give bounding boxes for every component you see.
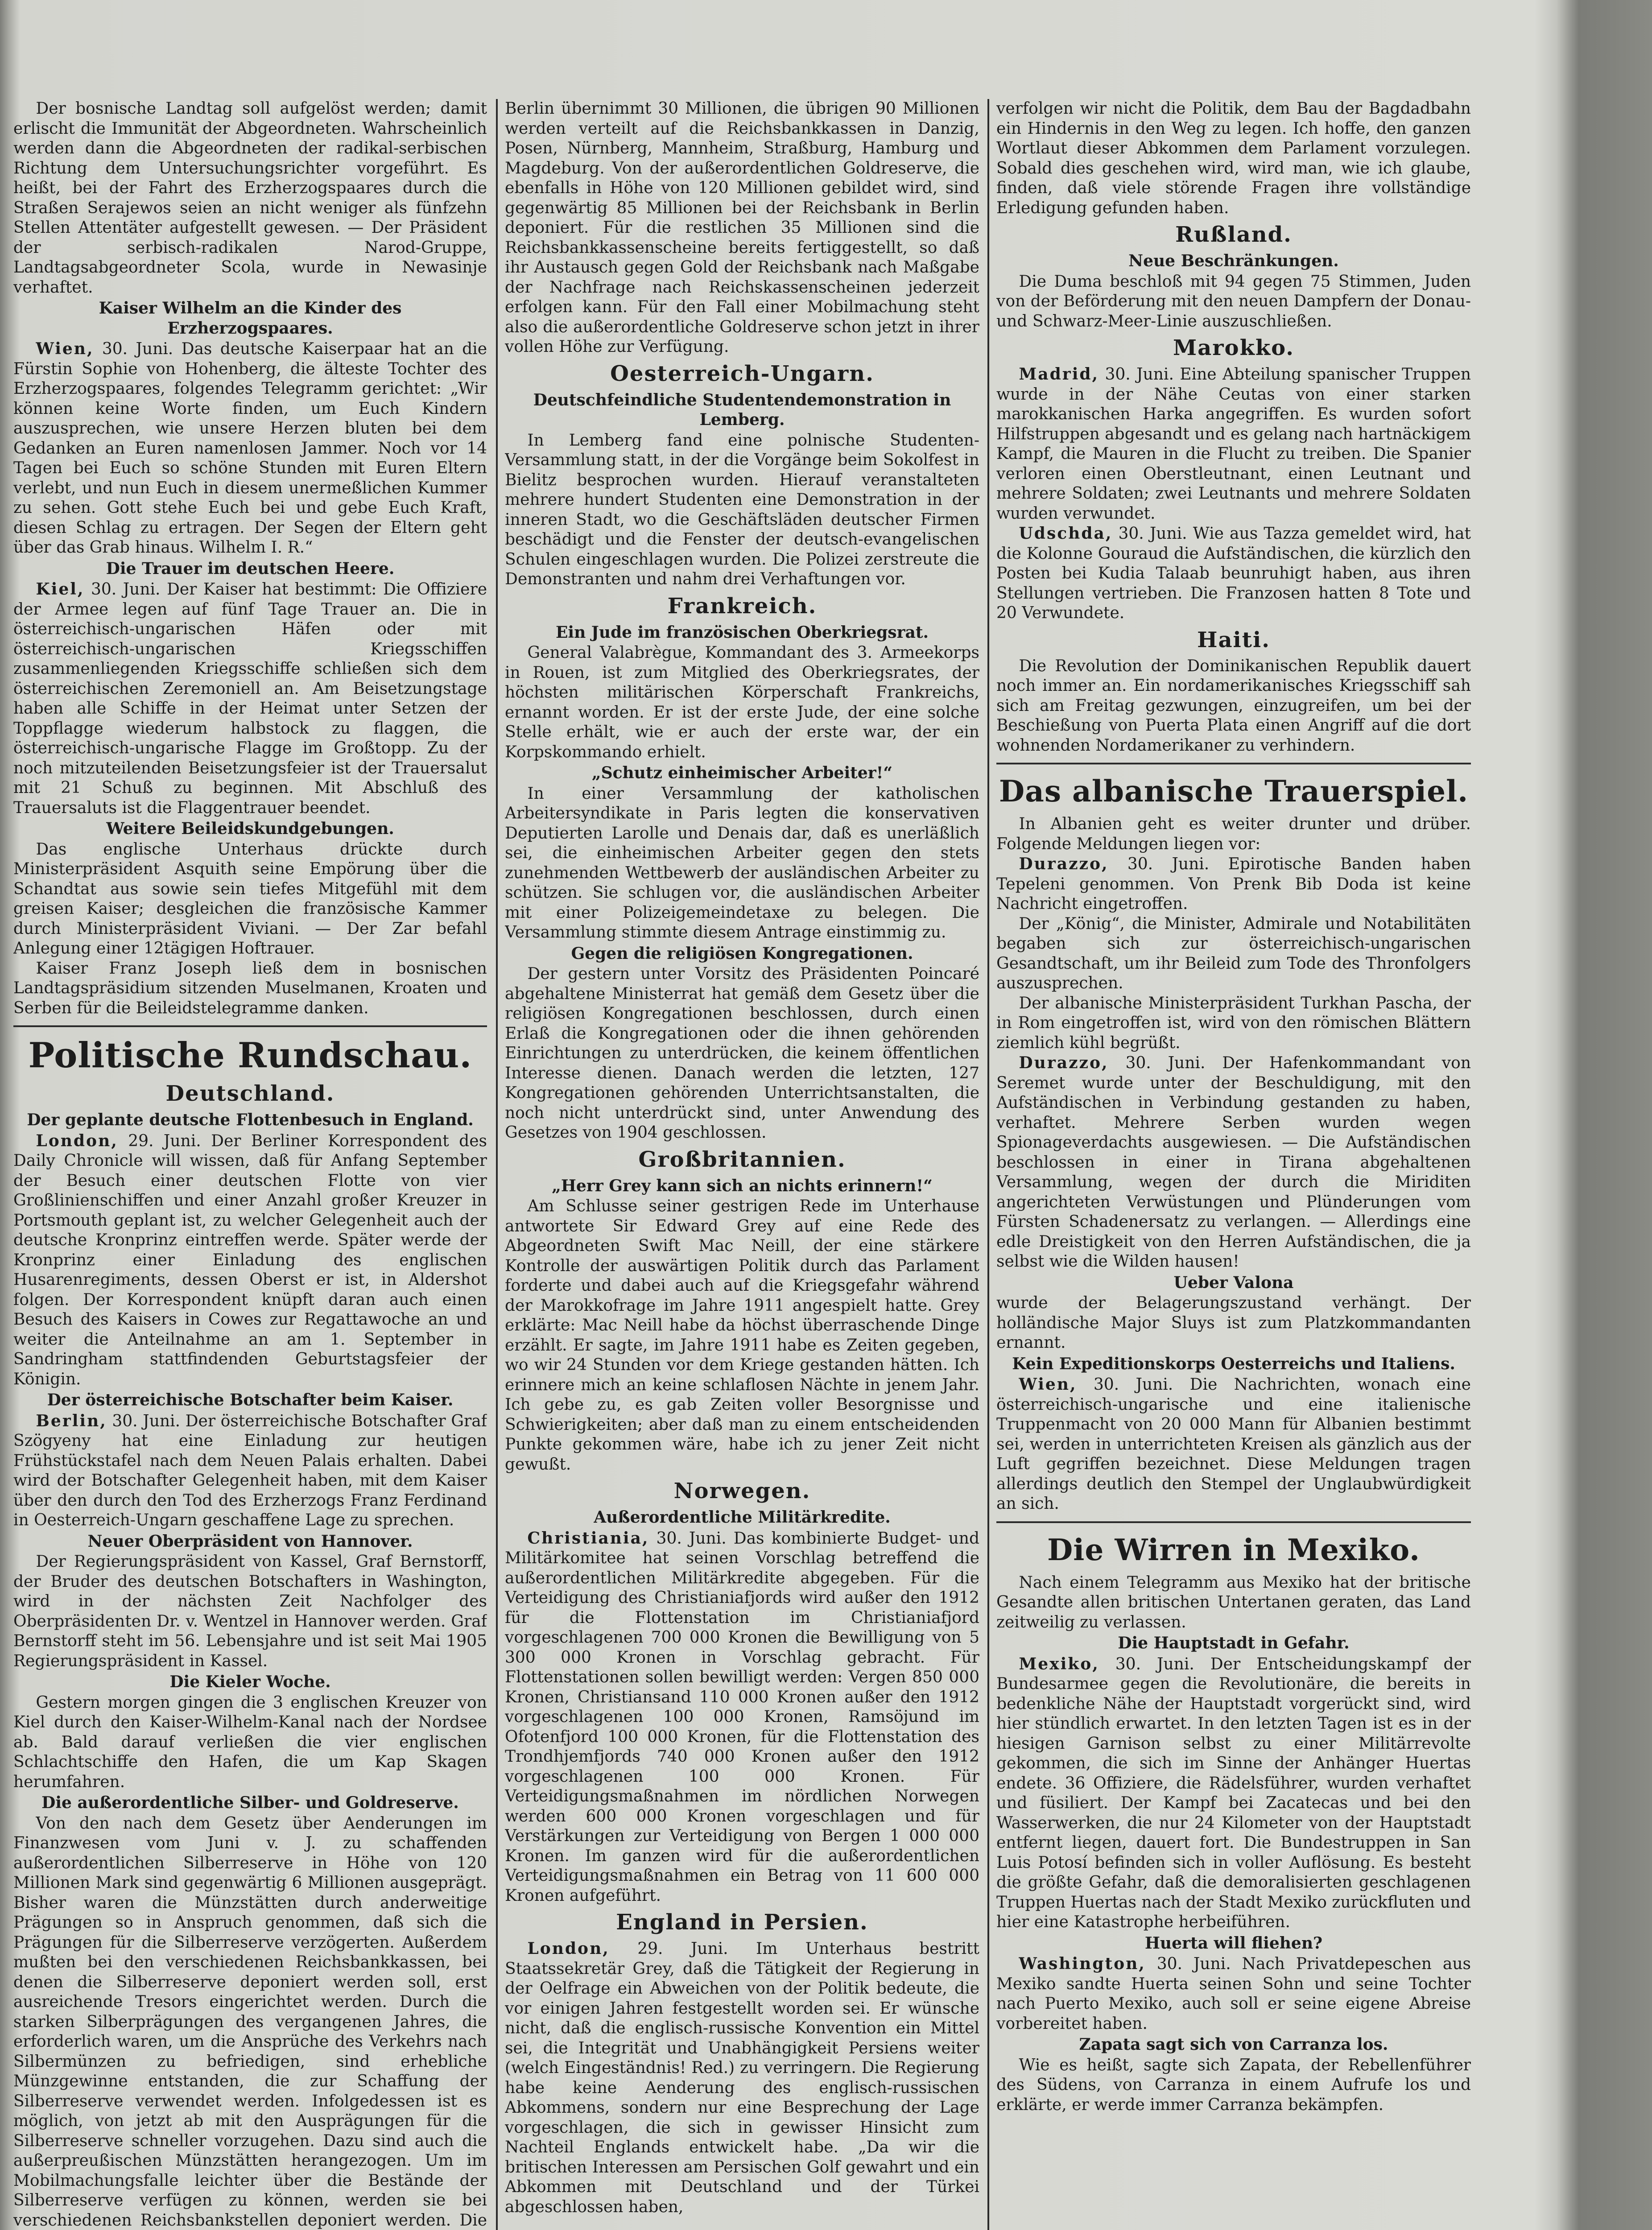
column-3 — [996, 99, 1471, 2230]
paragraph: Das englische Unterhaus drückte durch Ministerpräsident Asquith seine Empörung über die Schandtat aus sowie sein tiefes Mitgefühl mit dem greisen Kaiser; desgleichen die französische Kammer durch Ministerpräsident Viviani. — Der Zar befahl Anlegung einer 12tägigen Hoftrauer. — [13, 840, 487, 958]
country-heading: Norwegen. — [673, 1478, 811, 1503]
article-heading: „Herr Grey kann sich an nichts erinnern!“ — [552, 1176, 933, 1195]
dateline: London, — [36, 1131, 118, 1150]
article-heading: Neuer Oberpräsident von Hannover. — [87, 1532, 413, 1551]
article-heading: Ueber Valona — [1173, 1273, 1294, 1292]
paragraph: In einer Versammlung der katholischen Arbeitersyndikate in Paris legten die konservativen Deputierten Larolle und Denais dar, daß es unerläßlich sei, die einheimischen Arbeiter gegen den stets zunehmenden Wettbewerb der ausländischen Arbeiter zu schützen. Sie schlugen vor, die ausländischen Arbeiter mit einer Polizeigemeindetaxe zu belegen. Die Versammlung stimmte diesem Antrage einstimmig zu. — [505, 784, 979, 942]
column-rule-left — [496, 99, 498, 2230]
paragraph-text: 30. Juni. Wie aus Tazza gemeldet wird, hat die Kolonne Gouraud die Aufständischen, die kürzlich den Posten bei Kudia Talaab beunruhigt haben, aus ihren Stellungen vertrieben. Die Franzosen hatten 8 Tote und 20 Verwundete. — [996, 524, 1471, 622]
paragraph: In Albanien geht es weiter drunter und drüber. Folgende Meldungen liegen vor: — [996, 815, 1471, 853]
paragraph — [13, 1411, 487, 1531]
paragraph: Der albanische Ministerpräsident Turkhan Pascha, der in Rom eingetroffen ist, wird von den römischen Blättern ziemlich kühl begrüßt. — [996, 994, 1471, 1052]
paragraph-text: 30. Juni. Das kombinierte Budget- und Militärkomitee hat seinen Vorschlag betreffend die außerordentlichen Militärkredite abgegeben. Für die Verteidigung des Christianiafjords wird außer den 1912 für die Flottenstation im Christianiafjord vorgeschlagenen 700 000 Kronen die Bewilligung von 5 300 000 Kronen in Vorschlag gebracht. Für Flottenstationen sollen bewilligt werden: Vergen 850 000 Kronen, Christiansand 110 000 Kronen außer den 1912 vorgeschlagenen 100 000 Kronen, Ramsöjund im Ofotenfjord 100 000 Kronen, für die Flottenstation des Trondhjemfjords 740 000 Kronen außer den 1912 vorgeschlagenen 100 000 Kronen. Für Verteidigungsmaßnahmen im nördlichen Norwegen werden 600 000 Kronen vorgeschlagen und für Verstärkungen zur Verteidigung von Bergen 1 000 000 Kronen. Im ganzen wird für die außerordentlichen Verteidigungsmaßnahmen ein Betrag von 11 600 000 Kronen aufgeführt. — [505, 1529, 979, 1905]
dateline: Wien, — [1019, 1375, 1077, 1394]
paragraph — [996, 1053, 1471, 1272]
paragraph-text: 30. Juni. Eine Abteilung spanischer Truppen wurde in der Nähe Ceutas von einer starken marokkanischen Harka angegriffen. Es wurden sofort Hilfstruppen abgesandt und es gelang nach hartnäckigem Kampf, die Mauren in die Flucht zu treiben. Die Spanier verloren einen Oberstleutnant, einen Leutnant und mehrere Soldaten; zwei Leutnants und mehrere Soldaten wurden verwundet. — [996, 365, 1471, 523]
article-heading: Gegen die religiösen Kongregationen. — [571, 944, 913, 963]
article-heading: Neue Beschränkungen. — [1128, 252, 1339, 270]
paragraph: wurde der Belagerungszustand verhängt. Der holländische Major Sluys ist zum Platzkommandanten ernannt. — [996, 1294, 1471, 1352]
paragraph: Die Revolution der Dominikanischen Republik dauert noch immer an. Ein nordamerikanisches Kriegsschiff sah sich am Freitag gezwungen, einzugreifen, um bei der Beschießung von Puerta Plata einen Angriff auf die dort wohnenden Nordamerikaner zu verhindern. — [996, 657, 1471, 755]
paragraph: Der Regierungspräsident von Kassel, Graf Bernstorff, der Bruder des deutschen Botschafters in Washington, wird in der nächsten Zeit Nachfolger des Oberpräsidenten Dr. v. Wentzel in Hannover werden. Graf Bernstorff steht im 56. Lebensjahre und ist seit Mai 1905 Regierungspräsident in Kassel. — [13, 1553, 487, 1670]
paragraph-text: 30. Juni. Der Hafenkommandant von Seremet wurde unter der Beschuldigung, mit den Aufständischen in Verbindung gestanden zu haben, verhaftet. Mehrere Serben wurden wegen Spionageverdachts ausgewiesen. — Die Aufständischen beschlossen in einer in Tirana abgehaltenen Versammlung, wegen der durch die Miriditen angerichteten Verwüstungen und Plünderungen vom Fürsten Schadenersatz zu verlangen. — Allerdings eine edle Dreistigkeit von den Herren Aufständischen, die ja selbst wie die Wilden hausen! — [996, 1054, 1471, 1271]
section-divider — [13, 1025, 487, 1027]
paragraph — [13, 1131, 487, 1390]
dateline: Udschda, — [1019, 524, 1113, 543]
article-heading: Weitere Beileidskundgebungen. — [106, 819, 394, 838]
dateline: Kiel, — [36, 580, 85, 599]
article-heading: Die Trauer im deutschen Heere. — [106, 559, 395, 578]
article-heading: Die Hauptstadt in Gefahr. — [1118, 1634, 1350, 1652]
column-2 — [505, 99, 979, 2230]
section-title: Das albanische Trauerspiel. — [999, 774, 1469, 809]
column-rule-right — [987, 99, 989, 2230]
paragraph: Die Duma beschloß mit 94 gegen 75 Stimmen, Juden von der Beförderung mit den neuen Dampfern der Donau- und Schwarz-Meer-Linie auszuschließen. — [996, 272, 1471, 330]
country-heading: Großbritannien. — [638, 1147, 846, 1172]
section-title: Die Wirren in Mexiko. — [1047, 1532, 1420, 1567]
article-heading: Kein Expeditionskorps Oesterreichs und Italiens. — [1012, 1354, 1455, 1373]
dateline: Berlin, — [36, 1411, 107, 1430]
paragraph — [996, 364, 1471, 524]
paragraph — [505, 1939, 979, 2217]
article-heading: Zapata sagt sich von Carranza los. — [1079, 2035, 1388, 2054]
paragraph — [996, 1954, 1471, 2034]
country-heading: Frankreich. — [667, 593, 817, 619]
paragraph: In Lemberg fand eine polnische Studenten-Versammlung statt, in der die Vorgänge beim Sokolfest in Bielitz besprochen wurden. Hierauf veranstalteten mehrere hundert Studenten eine Demonstration in der inneren Stadt, wo die Geschäftsläden deutscher Firmen beschädigt und die Fenster der deutsch-evangelischen Schulen eingeschlagen wurden. Die Polizei zerstreute die Demonstranten und nahm drei Verhaftungen vor. — [505, 431, 979, 588]
article-heading: Kaiser Wilhelm an die Kinder des Erzherzogspaares. — [99, 299, 402, 338]
paragraph: Am Schlusse seiner gestrigen Rede im Unterhause antwortete Sir Edward Grey auf eine Rede des Abgeordneten Swift Mac Neill, der eine stärkere Kontrolle der auswärtigen Politik durch das Parlament forderte und dabei auch auf die Kriegsgefahr während der Marokkofrage im Jahre 1911 angespielt hatte. Grey erklärte: Mac Neill habe da höchst überraschende Dinge erzählt. Er sagte, im Jahre 1911 habe es Zeiten gegeben, wo wir 24 Stunden vor dem Kriege gestanden hätten. Ich erinnere mich an keine schlaflosen Nächte in jenem Jahr. Ich gebe zu, es gab Zeiten voller Besorgnisse und Schwierigkeiten; aber daß man zu einem entscheidenden Punkte gekommen wäre, habe ich zu jener Zeit nicht gewußt. — [505, 1197, 979, 1474]
paragraph — [996, 1654, 1471, 1933]
paragraph: Der bosnische Landtag soll aufgelöst werden; damit erlischt die Immunität der Abgeordneten. Wahrscheinlich werden dann die Abgeordneten der radikal-serbischen Richtung dem Untersuchungsrichter vorgeführt. Es heißt, bei der Fahrt des Erzherzogspaares durch die Straßen Serajewos seien an nicht weniger als fünfzehn Stellen Attentäter aufgestellt gewesen. — Der Präsident der serbisch-radikalen Narod-Gruppe, Landtagsabgeordneter Scola, wurde in Newasinje verhaftet. — [13, 99, 487, 297]
section-divider — [996, 763, 1471, 764]
paragraph: General Valabrègue, Kommandant des 3. Armeekorps in Rouen, ist zum Mitglied des Oberkriegsrates, der höchsten militärischen Körperschaft Frankreichs, ernannt worden. Er ist der erste Jude, der eine solche Stelle erhält, wie er auch der erste war, der ein Korpskommando erhielt. — [505, 644, 979, 761]
paragraph — [996, 1375, 1471, 1514]
country-heading: Marokko. — [1173, 335, 1294, 360]
paragraph: Der gestern unter Vorsitz des Präsidenten Poincaré abgehaltene Ministerrat hat gemäß dem Gesetz über die religiösen Kongregationen beschlossen, durch einen Erlaß die Kongregationen oder die ihnen gehörenden Einrichtungen zu unterdrücken, die keinem öffentlichen Interesse dienen. Danach werden die letzten, 127 Kongregationen gehörenden Unterrichtsanstalten, die noch nicht unterdrückt sind, unter Anwendung des Gesetzes von 1904 geschlossen. — [505, 965, 979, 1142]
paragraph: Berlin übernimmt 30 Millionen, die übrigen 90 Millionen werden verteilt auf die Reichsbankkassen in Danzig, Posen, Nürnberg, Mannheim, Straßburg, Hamburg und Magdeburg. Von der außerordentlichen Goldreserve, die ebenfalls in Höhe von 120 Millionen gebildet wird, sind gegenwärtig 85 Millionen bei der Reichsbank in Berlin deponiert. Für die restlichen 35 Millionen sind die Reichsbankkassenscheine bereits fertiggestellt, so daß ihr Austausch gegen Gold der Reichsbank nach Maßgabe der Nachfrage nach Reichskassenscheinen jederzeit erfolgen kann. Für den Fall einer Mobilmachung steht also die außerordentliche Goldreserve schon jetzt in ihrer vollen Höhe zur Verfügung. — [505, 99, 979, 356]
paragraph — [505, 1528, 979, 1906]
article-heading: Die außerordentliche Silber- und Goldreserve. — [41, 1793, 459, 1812]
paragraph — [13, 579, 487, 818]
paragraph: Kaiser Franz Joseph ließ dem in bosnischen Landtagspräsidium sitzenden Muselmanen, Kroaten und Serben für die Beileidstelegramme danken. — [13, 959, 487, 1017]
article-heading: „Schutz einheimischer Arbeiter!“ — [591, 764, 893, 782]
dateline: Washington, — [1019, 1954, 1146, 1973]
paragraph-text: 30. Juni. Nach Privatdepeschen aus Mexiko sandte Huerta seinen Sohn und seine Tochter nach Puerto Mexiko, auch soll er seine eigene Abreise vorbereitet haben. — [996, 1955, 1471, 2033]
paragraph-text: 30. Juni. Das deutsche Kaiserpaar hat an die Fürstin Sophie von Hohenberg, die älteste Tochter des Erzherzogspaares, folgendes Telegramm gerichtet: „Wir können keine Worte finden, um Euch Kindern auszusprechen, wie unsere Herzen bluten bei dem Gedanken an Euren namenlosen Jammer. Noch vor 14 Tagen bei Euch so schöne Stunden mit Euren Eltern verlebt, und nun Euch in diesem unermeßlichen Kummer zu sehen. Gott stehe Euch bei und gebe Euch Kraft, diesen Schlag zu ertragen. Der Segen der Eltern geht über das Grab hinaus. Wilhelm I. R.“ — [13, 340, 487, 557]
article-heading: Die Kieler Woche. — [169, 1672, 331, 1691]
article-heading: Deutschfeindliche Studentendemonstration in Lemberg. — [533, 390, 951, 429]
paragraph: Der „König“, die Minister, Admirale und Notabilitäten begaben sich zur österreichisch-ungarischen Gesandtschaft, um ihr Beileid zum Tode des Thronfolgers auszusprechen. — [996, 914, 1471, 992]
article-heading: Außerordentliche Militärkredite. — [594, 1508, 891, 1527]
paragraph: Gestern morgen gingen die 3 englischen Kreuzer von Kiel durch den Kaiser-Wilhelm-Kanal nach der Nordsee ab. Bald darauf verließen die vier englischen Schlachtschiffe den Hafen, die um Kap Skagen herumfahren. — [13, 1693, 487, 1791]
article-heading: Der österreichische Botschafter beim Kaiser. — [47, 1391, 454, 1409]
paragraph-text: 30. Juni. Die Nachrichten, wonach eine österreichisch-ungarische und eine italienische Truppenmacht von 20 000 Mann für Albanien bestimmt sei, werden in unterrichteten Kreisen als gänzlich aus der Luft gegriffen bezeichnet. Diese Meldungen tragen allerdings deutlich den Stempel der Unglaubwürdigkeit an sich. — [996, 1375, 1471, 1513]
paragraph: Von den nach dem Gesetz über Aenderungen im Finanzwesen vom Juni v. J. zu schaffenden außerordentlichen Silberreserve in Höhe von 120 Millionen Mark sind gegenwärtig 6 Millionen ausgeprägt. Bisher waren die Münzstätten durch anderweitige Prägungen so in Anspruch genommen, daß sich die Prägungen für die Silberreserve verzögerten. Außerdem mußten bei den verschiedenen Reichsbankkassen, bei denen die Silberreserve deponiert werden soll, erst ausreichende Tresors eingerichtet werden. Durch die starken Silberprägungen des vergangenen Jahres, die erforderlich waren, um die Ansprüche des Verkehrs nach Silbermünzen zu befriedigen, sind erhebliche Münzgewinne entstanden, die zur Schaffung der Silberreserve verwendet werden. Infolgedessen ist es möglich, von jetzt ab mit den Ausprägungen für die Silberreserve schneller vorzugehen. Dazu sind auch die außerpreußischen Münzstätten herangezogen. Um im Mobilmachungsfalle leichter über die Bestände der Silberreserve verfügen zu können, werden sie bei verschiedenen Reichsbankstellen deponiert werden. Die — [13, 1814, 487, 2230]
paragraph: Wie es heißt, sagte sich Zapata, der Rebellenführer des Südens, von Carranza in einem Aufrufe los und erklärte, er werde immer Carranza bekämpfen. — [996, 2056, 1471, 2114]
country-heading: Oesterreich-Ungarn. — [610, 361, 874, 386]
country-heading: Haiti. — [1197, 627, 1270, 652]
dateline: Durazzo, — [1019, 1053, 1109, 1072]
paragraph — [996, 524, 1471, 624]
paragraph-text: 30. Juni. Der Kaiser hat bestimmt: Die Offiziere der Armee legen auf fünf Tage Trauer an. Die in österreichisch-ungarischen Häfen oder mit österreichisch-ungarischen Kriegsschiffen zusammenliegenden Kriegsschiffe schließen sich dem österreichischen Zeremoniell an. Am Beisetzungstage haben alle Schiffe in der Heimat unter Setzen der Toppflagge wiederum halbstock zu flaggen, die österreichisch-ungarische Flagge im Großtopp. Zu der noch mitzuteilenden Beisetzungsfeier ist der Trauersalut mit 21 Schuß zu beginnen. Mit Abschluß des Trauersaluts ist die Flaggentrauer beendet. — [13, 580, 487, 817]
dateline: Madrid, — [1019, 365, 1099, 384]
country-heading: England in Persien. — [616, 1910, 868, 1935]
dateline: Mexiko, — [1019, 1654, 1099, 1673]
article-heading: Der geplante deutsche Flottenbesuch in England. — [27, 1111, 474, 1129]
paragraph-text: 30. Juni. Der österreichische Botschafter Graf Szögyeny hat eine Einladung zur heutigen Frühstückstafel nach dem Neuen Palais erhalten. Dabei wird der Botschafter Gelegenheit haben, mit dem Kaiser über den durch den Tod des Erzherzogs Franz Ferdinand in Oesterreich-Ungarn geschaffene Lage zu sprechen. — [13, 1412, 487, 1529]
dateline: Durazzo, — [1019, 855, 1109, 873]
paragraph: verfolgen wir nicht die Politik, dem Bau der Bagdadbahn ein Hindernis in den Weg zu legen. Ich hoffe, den ganzen Wortlaut dieser Abkommen dem Parlament vorzulegen. Sobald dies geschehen wird, wird man, wie ich glaube, finden, daß viele störende Fragen ihre vollständige Erledigung gefunden haben. — [996, 99, 1471, 217]
paragraph-text: 30. Juni. Epirotische Banden haben Tepeleni genommen. Von Prenk Bib Doda ist keine Nachricht eingetroffen. — [996, 855, 1471, 913]
article-heading: Ein Jude im französischen Oberkriegsrat. — [555, 623, 929, 642]
column-1 — [13, 99, 487, 2230]
section-title: Politische Rundschau. — [28, 1035, 472, 1076]
section-divider — [996, 1521, 1471, 1523]
dateline: Wien, — [36, 339, 94, 358]
article-heading: Huerta will fliehen? — [1144, 1933, 1323, 1953]
paragraph-text: 29. Juni. Im Unterhaus bestritt Staatssekretär Grey, daß die Tätigkeit der Regierung in der Oelfrage ein Abweichen von der Politik bedeute, die vor einigen Jahren festgestellt worden sei. Er wünsche nicht, daß die englisch-russische Konvention ein Mittel sei, die Integrität und Unabhängigkeit Persiens weiter (welch Eingeständnis! Red.) zu verringern. Die Regierung habe keine Aenderung des englisch-russischen Abkommens, sondern nur eine Besprechung der Lage vorgeschlagen, die sich in gewisser Hinsicht zum Nachteil Englands entwickelt habe. „Da wir die britischen Interessen am Persischen Golf gewahrt und ein Abkommen mit Deutschland und der Türkei abgeschlossen haben, — [505, 1940, 979, 2216]
paragraph — [996, 854, 1471, 914]
country-heading: Rußland. — [1175, 222, 1292, 247]
dateline: Christiania, — [527, 1528, 649, 1548]
paragraph-text: 30. Juni. Der Entscheidungskampf der Bundesarmee gegen die Revolutionäre, die bereits in bedenkliche Nähe der Hauptstadt vorgerückt sind, wird hier stündlich erwartet. In den letzten Tagen ist es in der hiesigen Garnison selbst zu einer Militärrevolte gekommen, die sich im Sinne der Anhänger Huertas endete. 36 Offiziere, die Rädelsführer, wurden verhaftet und füsiliert. Der Kampf bei Zacatecas und bei den Wasserwerken, die nur 24 Kilometer von der Hauptstadt entfernt liegen, dauert fort. Die Bundestruppen in San Luis Potosí befinden sich in voller Auflösung. Es besteht die größte Gefahr, daß die demoralisierten geschlagenen Truppen Huertas nach der Stadt Mexiko zurückfluten und hier eine Katastrophe herbeiführen. — [996, 1655, 1471, 1931]
country-heading: Deutschland. — [165, 1081, 335, 1106]
paragraph-text: 29. Juni. Der Berliner Korrespondent des Daily Chronicle will wissen, daß für Anfang September der Besuch einer deutschen Flotte von vier Großlinienschiffen und einer Anzahl großer Kreuzer in Portsmouth geplant ist, zu welcher Gelegenheit auch der deutsche Kronprinz eintreffen werde. Später werde der Kronprinz einer Einladung des englischen Husarenregiments, dessen Oberst er ist, in Aldershot folgen. Der Korrespondent knüpft daran auch einen Besuch des Kaisers in Cowes zur Regattawoche an und weiter die Anteilnahme an am 1. September in Sandringham stattfindenden Geburtstagsfeier der Königin. — [13, 1132, 487, 1388]
dateline: London, — [527, 1939, 610, 1958]
paragraph — [13, 339, 487, 558]
paragraph: Nach einem Telegramm aus Mexiko hat der britische Gesandte allen britischen Untertanen geraten, das Land zeitweilig zu verlassen. — [996, 1573, 1471, 1631]
